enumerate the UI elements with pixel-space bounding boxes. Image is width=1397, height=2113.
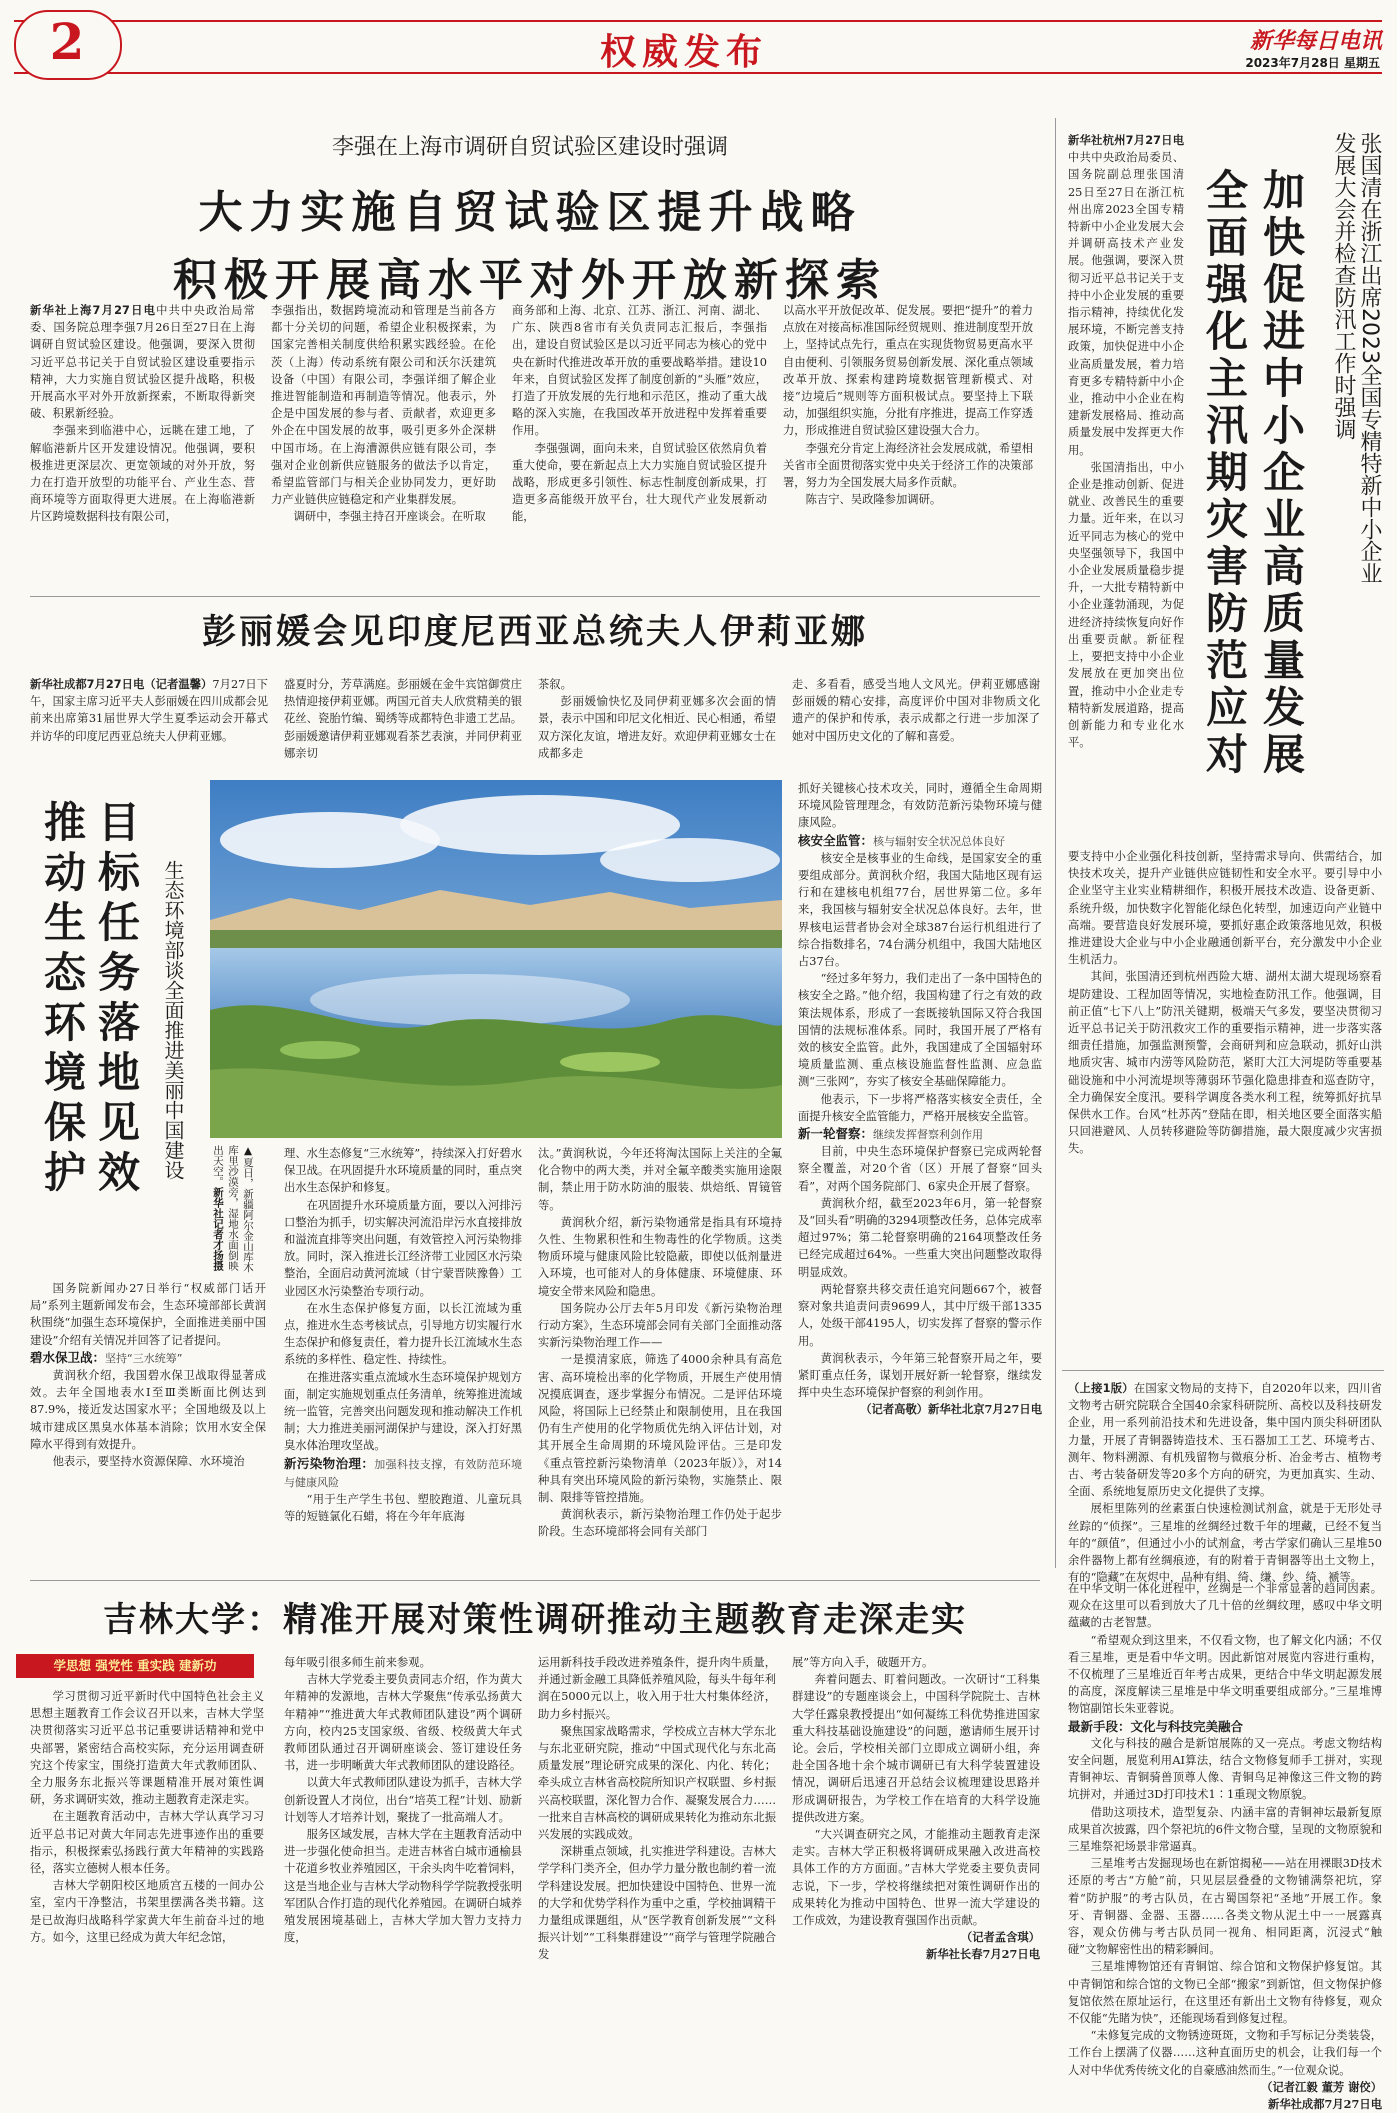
article-headline: 推动生态环境保护	[38, 800, 87, 1200]
article-body-column	[284, 676, 522, 776]
body-text: “经过多年努力，我们走出了一条中国特色的核安全之路。”他介绍，我国构建了行之有效的政策法规体系，形成了一套既接轨国际又符合我国国情的法规标准体系。同时，我国开展了严格有效的核安全监管。此外，我国建成了全国辐射环境质量监测、重点核设施监督性监测、应急监测“三张网”，夯实了核安全基础保障能力。	[798, 972, 1042, 1089]
body-text: 国务院办公厅去年5月印发《新污染物治理行动方案》，生态环境部会同有关部门全面推动落实新污染物治理工作——	[538, 1301, 782, 1350]
article-body-column	[284, 1654, 522, 2006]
body-text: 中共中央政治局委员、国务院副总理张国清25日至27日在浙江杭州出席2023全国专精特新中小企业发展大会并调研高技术产业发展。他强调，要深入贯彻习近平总书记关于支持中小企业发展的重要指示精神，持续优化发展环境，不断完善支持政策，加快促进中小企业高质量发展，着力培育更多专精特新中小企业，推动中小企业在构建新发展格局、推动高质量发展中发挥更大作用。	[1068, 151, 1184, 457]
column-divider	[1055, 118, 1056, 1568]
photo-credit: 新华社记者才扬摄	[212, 1187, 224, 1271]
body-text: 抓好关键核心技术攻关，同时，遵循全生命周期环境风险管理理念，有效防范新污染物环境与健康风险。	[798, 782, 1042, 830]
body-text: 彭丽媛愉快忆及同伊莉亚娜多次会面的情景，表示中国和印尼文化相近、民心相通，希望双方深化友谊，增进友好。欢迎伊莉亚娜女士在成都多走	[538, 695, 776, 760]
body-text: 走、多看看，感受当地人文风光。伊莉亚娜感谢彭丽媛的精心安排，高度评价中国对非物质文化遗产的保护和传承，表示成都之行进一步加深了她对中国历史文化的了解和喜爱。	[792, 678, 1040, 743]
body-text: 黄润秋介绍，我国碧水保卫战取得显著成效。去年全国地表水Ⅰ至Ⅲ类断面比例达到87.9%，接近发达国家水平；全国地级及以上城市建成区黑臭水体基本消除；饮用水安全保障水平得到有效提升。	[30, 1369, 266, 1451]
body-text: 7月27日下午，国家主席习近平夫人彭丽媛在四川成都会见前来出席第31届世界大学生夏季运动会开幕式并访华的印度尼西亚总统夫人伊莉亚娜。	[30, 678, 268, 743]
body-text: 借助这项技术，造型复杂、内涵丰富的青铜神坛最新复原成果首次披露，四个祭祀坑的6件文物合璧，呈现的文物原貌和三星堆祭祀场景非常逼真。	[1068, 1805, 1382, 1854]
body-text: 一是摸清家底，筛选了4000余种具有高危害、高环境检出率的化学物质，开展生产使用情况摸底调查，逐步掌握分布情况。二是评估环境风险，将国际上已经禁止和限制使用，且在我国仍有生产使用的化学物质优先纳入评估计划，对其开展全生命周期的环境风险评估。三是印发《重点管控新污染物清单（2023年版）》，对14种具有突出环境风险的新污染物，实施禁止、限制、限排等管控措施。	[538, 1353, 782, 1505]
subheading: 核安全监管：核与辐射安全状况总体良好	[798, 832, 1006, 848]
byline: （记者江毅 董芳 谢佼）	[1261, 2079, 1382, 2094]
wetland-photo-illustration	[210, 780, 782, 1138]
article-headline: 彭丽媛会见印度尼西亚总统夫人伊莉亚娜	[202, 612, 868, 652]
body-text: 张国清指出，中小企业是推动创新、促进就业、改善民生的重要力量。近年来，在以习近平同志为核心的党中央坚强领导下，我国中小企业发展质量稳步提升，一大批专精特新中小企业蓬勃涌现，为促进经济持续恢复向好作出重要贡献。新征程上，要把支持中小企业发展放在更加突出位置，推动中小企业走专精特新发展道路，提高创新能力和专业化水平。	[1068, 460, 1184, 750]
caption-text: ▲夏日，新疆阿尔金山库木库里沙漠旁，湿地水面倒映出天空。	[212, 1145, 254, 1273]
continuation-mark: （上接1版）	[1068, 1382, 1134, 1395]
body-text: “用于生产学生书包、塑胶跑道、儿童玩具等的短链氯化石蜡，将在今年年底海	[284, 1493, 522, 1524]
body-text: 他表示，要坚持水资源保障、水环境治	[52, 1455, 245, 1469]
article-headline: 目标任务落地见效	[92, 800, 141, 1200]
article-body-column	[512, 302, 767, 592]
article-body-column	[798, 780, 1042, 1565]
body-text: 核安全是核事业的生命线，是国家安全的重要组成部分。黄润秋介绍，我国大陆地区现有运行和在建核电机组77台，居世界第二位。多年来，我国核与辐射安全状况总体良好。去年，世界核电运营者协会对全球387台运行机组进行了综合指数排名，74台满分机组中，我国大陆地区占37台。	[798, 851, 1042, 969]
issue-date: 2023年7月28日 星期五	[1245, 56, 1380, 70]
article-headline: 全面强化主汛期灾害防范应对	[1200, 168, 1249, 779]
body-text: 吉林大学朝阳校区地质宫五楼的一间办公室，室内干净整洁，书架里摆满各类书籍。这是已故海归战略科学家黄大年生前奋斗过的地方。如今，这里已经成为黄大年纪念馆，	[30, 1879, 264, 1944]
body-text: 在巩固提升水环境质量方面，要以入河排污口整治为抓手，切实解决河流沿岸污水直接排放和溢流直排等突出问题，有效管控入河污染物排放。同时，深入推进长江经济带工业园区水污染整治，全面启动黄河流域（甘宁蒙晋陕豫鲁）工业园区水污染整治专项行动。	[284, 1198, 522, 1298]
body-text: 黄润秋介绍，截至2023年6月，第一轮督察及“回头看”明确的3294项整改任务，总体完成率超过97%；第二轮督察明确的2164项整改任务已经完成超过64%。一些重大突出问题整改取得明显成效。	[798, 1196, 1042, 1279]
body-text: 调研中，李强主持召开座谈会。在听取	[293, 510, 486, 524]
article-headline: 吉林大学：精准开展对策性调研推动主题教育走深走实	[103, 1600, 967, 1640]
section-divider	[30, 1580, 1040, 1581]
byline: 新华社长春7月27日电	[926, 1947, 1040, 1962]
body-text: 盛夏时分，芳草满庭。彭丽媛在金牛宾馆御赏庄热情迎接伊莉亚娜。两国元首夫人欣赏精美的银花丝、瓷胎竹编、蜀绣等成都特色非遗工艺品。彭丽媛邀请伊莉亚娜观看茶艺表演，并同伊莉亚娜亲切	[284, 678, 522, 760]
body-text: 理、水生态修复“三水统筹”，持续深入打好碧水保卫战。在巩固提升水环境质量的同时，重点突出水生态保护和修复。	[284, 1147, 522, 1195]
article-body-column	[284, 1145, 522, 1565]
body-text: 茶叙。	[538, 678, 572, 691]
body-text: 商务部和上海、北京、江苏、浙江、河南、湖北、广东、陕西8省市有关负责同志汇报后，李强指出，建设自贸试验区是以习近平同志为核心的党中央在新时代推进改革开放的重要战略举措。建设10年来，自贸试验区发挥了制度创新的“头雁”效应，打造了开放发展的先行地和示范区，推动了重大战略的深入实施，在我国改革开放进程中发挥着重要作用。	[512, 304, 767, 438]
body-text: 国务院新闻办27日举行“权威部门话开局”系列主题新闻发布会，生态环境部部长黄润秋围绕“加强生态环境保护，全面推进美丽中国建设”介绍有关情况并回答了记者提问。	[30, 1282, 266, 1347]
article-body-column	[792, 676, 1040, 776]
body-text: 文化与科技的融合是新馆展陈的又一亮点。考虑文物结构安全问题，展览利用AI算法，结合文物修复师手工拼对，实现青铜神坛、青铜骑兽顶尊人像、青铜鸟足神像这三件文物的跨坑拼对，并通过3D打印技术1∶1重现文物原貌。	[1068, 1736, 1382, 1802]
body-text: 深耕重点领域，扎实推进学科建设。吉林大学学科门类齐全，但办学力量分散也制约着一流学科建设发展。把加快建设中国特色、世界一流的大学和优势学科作为重中之重，学校抽调精干力量组成课题组，从“医学教育创新发展”“文科振兴计划”“工科集群建设”“商学与管理学院融合发	[538, 1845, 776, 1962]
article-headline: 加快促进中小企业高质量发展	[1257, 168, 1306, 779]
body-text: 服务区域发展，吉林大学在主题教育活动中进一步强化使命担当。走进吉林省白城市通榆县十花道乡牧业养殖园区，干余头肉牛吃着饲料，这是当地企业与吉林大学动物科学学院教授张明军团队合作打造的现代化养殖园。在调研白城养殖发展困境基础上，吉林大学加大智力支持力度，	[284, 1828, 522, 1945]
body-text: 李强强调，面向未来，自贸试验区依然肩负着重大使命，要在新起点上大力实施自贸试验区提升战略，形成更多引领性、标志性制度创新成果，打造更多高能级开放平台，壮大现代产业发展新动能，	[512, 441, 767, 524]
body-text: 三星堆博物馆还有青铜馆、综合馆和文物保护修复馆。其中青铜馆和综合馆的文物已全部“搬家”到新馆，但文物保护修复馆依然在原址运行，在这里还有新出土文物有待修复，观众不仅能“先睹为快”，还能现场看到修复过程。	[1068, 1960, 1382, 2026]
body-text: 运用新科技手段改进养殖条件，提升肉牛质量，并通过新金融工具降低养殖风险，每头牛每年利润在5000元以上，收入用于壮大村集体经济，助力乡村振兴。	[538, 1656, 776, 1721]
article-body-column	[30, 1688, 264, 2006]
body-text: 每年吸引很多师生前来参观。	[284, 1656, 431, 1669]
body-text: 李强指出，数据跨境流动和管理是当前各方都十分关切的问题，希望企业积极探索，为国家完善相关制度供给积累实践经验。在伦茨（上海）传动系统有限公司和沃尔沃建筑设备（中国）有限公司，李强详细了解企业推进智能制造和再制造等情况。他表示，外企是中国发展的参与者、贡献者，欢迎更多外企在中国发展的故事，吸引更多外企深耕中国市场。在上海漕源供应链有限公司，李强对企业创新供应链服务的做法予以肯定，希望监管部门与相关企业协同发力，更好助力产业链供应链稳定和产业集群发展。	[271, 304, 496, 507]
body-text: 他表示，下一步将严格落实核安全责任，全面提升核安全监管能力，严格开展核安全监管。	[798, 1092, 1042, 1123]
body-text: 奔着问题去、盯着问题改。一次研讨“工科集群建设”的专题座谈会上，中国科学院院士、吉林大学任露泉教授提出“如何凝练工科优势推进国家重大科技基础设施建设”的问题，邀请师生展开讨论。会后，学校相关部门立即成立调研小组，奔赴全国各地十余个城市调研已有大科学装置建设情况，调研后迅速召开总结会议梳理建设思路并形成调研报告，为学校工作在培育的大科学设施提供改进方案。	[792, 1673, 1040, 1824]
body-text: 展”等方向入手，破题开方。	[792, 1656, 934, 1669]
article-body-column	[1068, 132, 1184, 844]
body-text: 其间，张国清还到杭州西险大塘、湖州太湖大堤现场察看堤防建设、工程加固等情况，实地检查防汛工作。他强调，目前正值“七下八上”防汛关键期，极端天气多发，要坚决贯彻习近平总书记关于防汛救灾工作的重要指示精神，进一步落实落细责任措施，加强监测预警，会商研判和应急联动，抓好山洪地质灾害、城市内涝等风险防范，紧盯大江大河堤防等重要基础设施和中小河流堤坝等薄弱环节强化隐患排查和巡查防守，全力确保安全度汛。要科学调度各类水利工程，统筹抓好抗旱保供水工作。台风“杜苏芮”登陆在即，相关地区要全面落实船只回港避风、人员转移避险等防御措施，最大限度减少灾害损失。	[1068, 970, 1382, 1156]
article-body-column	[271, 302, 496, 592]
body-text: “未修复完成的文物锈迹斑斑，文物和手写标记分类装袋，工作台上摆满了仪器……这种直面历史的机会，让我们每一个人对中华优秀传统文化的自豪感油然而生。”一位观众说。	[1068, 2029, 1382, 2077]
body-text: 李强来到临港中心，远眺在建工地，了解临港新片区开发建设情况。他强调，要积极推进更深层次、更宽领域的对外开放，努力在打造开放型的功能平台、产业生态、营商环境等方面取得更大进展。在上海临港新片区跨境数据科技有限公司，	[30, 424, 255, 524]
subheading: 碧水保卫战：坚持“三水统筹”	[30, 1349, 183, 1365]
byline: 新华社成都7月27日电	[1268, 2097, 1382, 2112]
section-divider	[1062, 1370, 1384, 1371]
body-text: 在中华文明一体化进程中，丝绸是一个非常显著的趋同因素。观众在这里可以看到放大了几十倍的丝绸纹理，感叹中华文明蕴藏的古老智慧。	[1068, 1582, 1382, 1630]
body-text: “大兴调查研究之风，才能推动主题教育走深走实。吉林大学正积极将调研成果融入改进高校具体工作的方方面面。”吉林大学党委主要负责同志说，下一步，学校将继续把对策性调研作出的成果转化为推动中国特色、世界一流大学建设的工作成效，为建设教育强国作出贡献。	[792, 1828, 1040, 1928]
article-body-column	[792, 1654, 1040, 2006]
byline: （记者高敬）新华社北京7月27日电	[860, 1402, 1042, 1417]
article-body-column	[1068, 1580, 1382, 2112]
article-body-column	[30, 1280, 266, 1580]
campaign-badge: 学思想 强党性 重实践 建新功	[16, 1654, 254, 1678]
photo-caption	[210, 1145, 255, 1275]
body-text: 三星堆考古发掘现场也在新馆揭秘——站在用裸眼3D技术还原的考古“方舱”前，只见层层叠叠的文物铺满祭祀坑，穿着“防护服”的考古队员，在古蜀国祭祀“圣地”开展工作。象牙、青铜器、金器、玉器……各类文物从泥土中一一展露真容，观众仿佛与考古队员同一视角、相同距离，沉浸式“触碰”文物解密性出的精彩瞬间。	[1068, 1857, 1382, 1957]
body-text: 在推进落实重点流域水生态环境保护规划方面，制定实施规划重点任务清单，统筹推进流域统一监管，完善突出问题发现和推动解决工作机制；大力推进美丽河湖保护与建设，深入打好黑臭水体治理攻坚战。	[284, 1370, 522, 1453]
body-text: 在国家文物局的支持下，自2020年以来，四川省文物考古研究院联合全国40余家科研院所、高校以及科技研发企业，用一系列前沿技术和先进设备，集中国内顶尖科研团队力量，开展了青铜器铸造技术、玉石器加工工艺、环境考古、测年、物料溯源、有机残留物与微痕分析、冶金考古、植物考古、考古装备研发等20多个方向的研究，为更加真实、生动、全面、系统地复原历史文化提供了支撑。	[1068, 1382, 1382, 1499]
article-headline: 积极开展高水平对外开放新探索	[173, 255, 887, 306]
body-text: 汰。”黄润秋说，今年还将淘汰国际上关注的全氟化合物中的两大类，并对全氟辛酸类实施用途限制，禁止用于防水防油的服装、烘焙纸、胃镜管等。	[538, 1147, 782, 1212]
section-divider	[30, 596, 1040, 597]
article-body-column	[30, 676, 268, 776]
landscape-photo	[210, 780, 782, 1138]
body-text: 目前，中央生态环境保护督察已完成两轮督察全覆盖，对20个省（区）开展了督察“回头看”，对两个国务院部门、6家央企开展了督察。	[798, 1145, 1042, 1193]
article-body-column	[783, 302, 1033, 592]
subheading: 新污染物治理：加强科技支撑，有效防范环境与健康风险	[284, 1455, 522, 1489]
article-body-column	[1068, 1380, 1382, 1585]
body-text: 吉林大学党委主要负责同志介绍，作为黄大年精神的发源地，吉林大学聚焦“传承弘扬黄大年精神”“推进黄大年式教师团队建设”两个调研方向，校内25支国家级、省级、校级黄大年式教师团队通过召开调研座谈会、签订建设任务书，进一步明晰黄大年式教师团队的建设路径。	[284, 1673, 522, 1773]
dateline: 新华社上海7月27日电	[30, 304, 157, 317]
body-text: 两轮督察共移交责任追究问题667个，被督察对象共追责问责9699人，其中厅级干部1335人，处级干部4195人，切实发挥了督察的警示作用。	[798, 1282, 1042, 1348]
article-body-column	[1068, 848, 1382, 1358]
dateline: 新华社成都7月27日电（记者温馨）	[30, 678, 213, 691]
article-kicker: 李强在上海市调研自贸试验区建设时强调	[331, 135, 728, 160]
article-body-column	[538, 1145, 782, 1565]
body-text: 学习贯彻习近平新时代中国特色社会主义思想主题教育工作会议召开以来，吉林大学坚决贯彻落实习近平总书记重要讲话精神和党中央部署，紧密结合高校实际，充分运用调查研究这个传家宝，围绕打造黄大年式教师团队、全力服务东北振兴等课题精准开展对策性调研，务求调研实效，推动主题教育走深走实。	[30, 1690, 264, 1807]
article-subhead: 生态环境部谈全面推进美丽中国建设	[161, 860, 185, 1180]
body-text: 以黄大年式教师团队建设为抓手，吉林大学创新设置人才岗位，出台“培英工程”计划、励新计划等人才培养计划，聚拢了一批高端人才。	[284, 1776, 522, 1824]
body-text: 中共中央政治局常委、国务院总理李强7月26日至27日在上海调研自贸试验区建设。他强调，要深入贯彻习近平总书记关于自贸试验区建设重要指示精神，大力实施自贸试验区提升战略，积极开展高水平对外开放新探索，不断取得新突破、积累新经验。	[30, 304, 255, 421]
body-text: 要支持中小企业强化科技创新，坚持需求导向、供需结合，加快技术攻关，提升产业链供应链韧性和安全水平。要引导中小企业坚守主业实业精耕细作，积极开展技术改造、设备更新、系统升级，加快数字化智能化绿色化转型，加速迈向产业链中高端。要营造良好发展环境，要抓好惠企政策落地见效，积极推进建设大企业与中小企业融通创新平台，充分激发中小企业生机活力。	[1068, 850, 1382, 967]
byline: （记者孟含琪）	[960, 1930, 1040, 1945]
subheading: 最新手段：文化与科技完美融合	[1068, 1718, 1244, 1734]
page-header	[14, 10, 1382, 78]
body-text: 在主题教育活动中，吉林大学认真学习习近平总书记对黄大年同志先进事迹作出的重要指示，积极探索弘扬践行黄大年精神的实践路径，落实立德树人根本任务。	[30, 1810, 264, 1876]
body-text: 黄润秋介绍，新污染物通常是指具有环境持久性、生物累积性和生物毒性的化学物质。这类物质环境与健康风险比较隐蔽，即使以低剂量进入环境，也可能对人的身体健康、环境健康、环境安全带来风险和隐患。	[538, 1215, 782, 1298]
body-text: 黄润秋表示，今年第三轮督察开局之年，要紧盯重点任务，谋划开展好新一轮督察，继续发挥中央生态环境保护督察的利剑作用。	[798, 1351, 1042, 1400]
section-title: 权威发布	[599, 32, 768, 73]
article-body-column	[30, 302, 255, 592]
masthead-logo: 新华每日电讯	[1249, 29, 1382, 54]
dateline: 新华社杭州7月27日电	[1068, 134, 1184, 147]
page-number: 2	[49, 12, 85, 71]
article-headline: 大力实施自贸试验区提升战略	[198, 187, 862, 238]
body-text: “希望观众到这里来，不仅看文物，也了解文化内涵；不仅看三星堆，更是看中华文明。因此新馆对展览内容进行重构，不仅梳理了三星堆近百年考古成果，更结合中华文明起源发展的高度，深度解读三星堆是中华文明重要组成部分。”三星堆博物馆副馆长朱亚蓉说。	[1068, 1633, 1382, 1716]
body-text: 在水生态保护修复方面，以长江流域为重点，推进水生态考核试点，引导地方切实履行水生态保护和修复责任，着力提升长江流域水生态系统的多样性、稳定性、持续性。	[284, 1301, 522, 1367]
body-text: 以高水平开放促改革、促发展。要把“提升”的着力点放在对接高标准国际经贸规则、推进制度型开放上，坚持试点先行，重点在实现货物贸易更高水平自由便利、引领服务贸易创新发展、深化重点领域改革开放、探索构建跨境数据管理新模式、对接“边境后”规则等方面积极试点。要坚持上下联动，加强组织实施，分批有序推进，提高工作穿透力，形成推进自贸试验区建设强大合力。	[783, 304, 1033, 438]
body-text: 黄润秋表示，新污染物治理工作仍处于起步阶段。生态环境部将会同有关部门	[538, 1508, 782, 1539]
article-body-column	[538, 676, 776, 776]
subheading: 新一轮督察：继续发挥督察利剑作用	[798, 1126, 984, 1142]
article-body-column	[538, 1654, 776, 2006]
article-kicker: 张国清在浙江出席2023全国专精特新中小企业发展大会并检查防汛工作时强调	[1331, 132, 1382, 584]
body-text: 陈吉宁、吴政隆参加调研。	[805, 493, 942, 507]
body-text: 李强充分肯定上海经济社会发展成就，希望相关省市全面贯彻落实党中央关于经济工作的决策部署，努力为全国发展大局多作贡献。	[783, 441, 1033, 490]
body-text: 聚焦国家战略需求，学校成立吉林大学东北与东北亚研究院，推动“中国式现代化与东北高质量发展”理论研究成果的深化、内化、转化；牵头成立吉林省高校院所知识产权联盟、乡村振兴高校联盟，深化智力合作、凝聚发展合力……一批来自吉林高校的调研成果转化为推动东北振兴发展的实践成效。	[538, 1724, 776, 1842]
body-text: 展柜里陈列的丝素蛋白快速检测试剂盒，就是于无形处寻丝踪的“侦探”。三星堆的丝绸经过数千年的埋藏，已经不复当年的“颜值”，但通过小小的试剂盒，考古学家们确认三星堆50余件器物上都有丝绸痕迹，有的附着于青铜器等出土文物上，有的“隐藏”在灰烬中，品种有绢、绮、缣、纱、绮、褫等。	[1068, 1502, 1382, 1585]
